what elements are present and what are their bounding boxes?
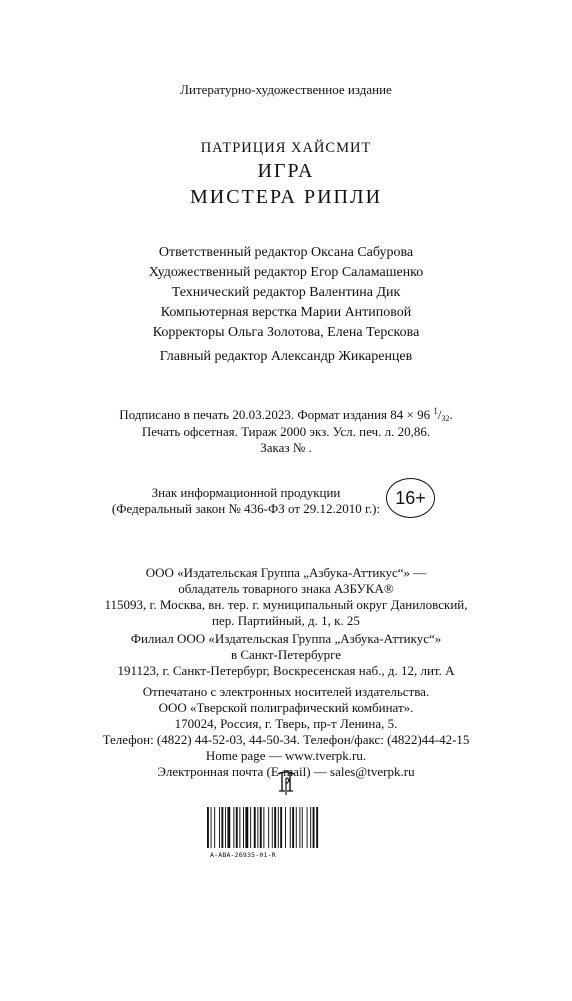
branch-address: 191123, г. Санкт-Петербург, Воскресенская наб., д. 12, лит. А [117, 663, 455, 678]
barcode-bar [260, 807, 262, 848]
barcode-bar [243, 807, 244, 848]
print-info-line1 [0, 408, 572, 421]
printer-line2: ООО «Тверской полиграфический комбинат». [158, 700, 414, 715]
publisher-address-line2: пер. Партийный, д. 1, к. 25 [212, 613, 360, 628]
branch-line2: в Санкт-Петербурге [230, 647, 342, 662]
barcode-bar [296, 807, 297, 848]
barcode-bar [236, 807, 238, 848]
format-fraction: $^1$/32. [433, 406, 453, 423]
barcode-bar [257, 807, 258, 848]
barcode-bar [227, 807, 230, 848]
print-date-format: Подписано в печать 20.03.2023. Формат издания 84 × 96 [119, 407, 431, 422]
barcode-bar [250, 807, 251, 848]
book-title-line2: МИСТЕРА РИПЛИ [189, 186, 383, 208]
barcode-bar [268, 807, 269, 848]
author-name: ПАТРИЦИЯ ХАЙСМИТ [200, 140, 372, 156]
barcode-bar [211, 807, 212, 848]
publisher-line2: обладатель товарного знака АЗБУКА® [178, 581, 394, 596]
printer-email: Электронная почта (E-mail) — sales@tverpk.ru [157, 764, 415, 779]
printer-homepage: Home page — www.tverpk.ru. [205, 748, 367, 763]
edition-type: Литературно-художественное издание [180, 82, 392, 97]
barcode-bar [299, 807, 300, 848]
barcode-bar [290, 807, 291, 848]
barcode-bar [310, 807, 311, 848]
barcode-bar [274, 807, 276, 848]
age-rating-label-line2: (Федеральный закон № 436-ФЗ от 29.12.2010 г.): [111, 501, 381, 516]
print-order-number: Заказ № . [260, 440, 312, 455]
barcode-bar [285, 807, 286, 848]
credit-technical-editor: Технический редактор Валентина Дик [171, 285, 401, 300]
barcode-bar [316, 807, 318, 848]
book-title-line1: ИГРА [257, 160, 315, 182]
barcode-bar [307, 807, 308, 848]
barcode-image [207, 807, 360, 848]
barcode-bar [278, 807, 279, 848]
barcode-bar [280, 807, 282, 848]
barcode-bar [214, 807, 215, 848]
barcode-bar [225, 807, 226, 848]
printer-phones: Телефон: (4822) 44-52-03, 44-50-34. Телефон/факс: (4822)44-42-15 [102, 732, 470, 747]
barcode-code: A-ABA-26935-01-R [210, 851, 276, 859]
age-rating-label-line1: Знак информационной продукции [151, 485, 341, 500]
tpk-monogram-icon [275, 769, 297, 797]
barcode-bar [233, 807, 234, 848]
credit-managing-editor: Ответственный редактор Оксана Сабурова [158, 245, 414, 260]
barcode-bar [239, 807, 240, 848]
barcode-bar [302, 807, 303, 848]
age-rating-badge: 16+ [386, 478, 435, 518]
credit-chief-editor: Главный редактор Александр Жикаренцев [159, 349, 413, 364]
barcode-bar [254, 807, 256, 848]
barcode-bar [221, 807, 223, 848]
printer-line1: Отпечатано с электронных носителей издательства. [142, 684, 430, 699]
barcode-bar [263, 807, 264, 848]
publisher-line1: ООО «Издательская Группа „Азбука-Аттикус“» — [145, 565, 427, 580]
barcode-bar [207, 807, 209, 848]
publisher-address-line1: 115093, г. Москва, вн. тер. г. муниципальный округ Даниловский, [104, 597, 468, 612]
credit-art-editor: Художественный редактор Егор Саламашенко [148, 265, 424, 280]
barcode-bar [219, 807, 220, 848]
barcode-bar [245, 807, 248, 848]
barcode-bar [272, 807, 273, 848]
barcode-bar [313, 807, 315, 848]
barcode-bar [292, 807, 294, 848]
print-info-line2: Печать офсетная. Тираж 2000 экз. Усл. печ. л. 20,86. [141, 424, 431, 439]
credit-proofreaders: Корректоры Ольга Золотова, Елена Терскова [152, 325, 420, 340]
credit-layout: Компьютерная верстка Марии Антиповой [160, 305, 412, 320]
branch-line1: Филиал ООО «Издательская Группа „Азбука-Аттикус“» [130, 631, 442, 646]
printer-address: 170024, Россия, г. Тверь, пр-т Ленина, 5. [174, 716, 398, 731]
